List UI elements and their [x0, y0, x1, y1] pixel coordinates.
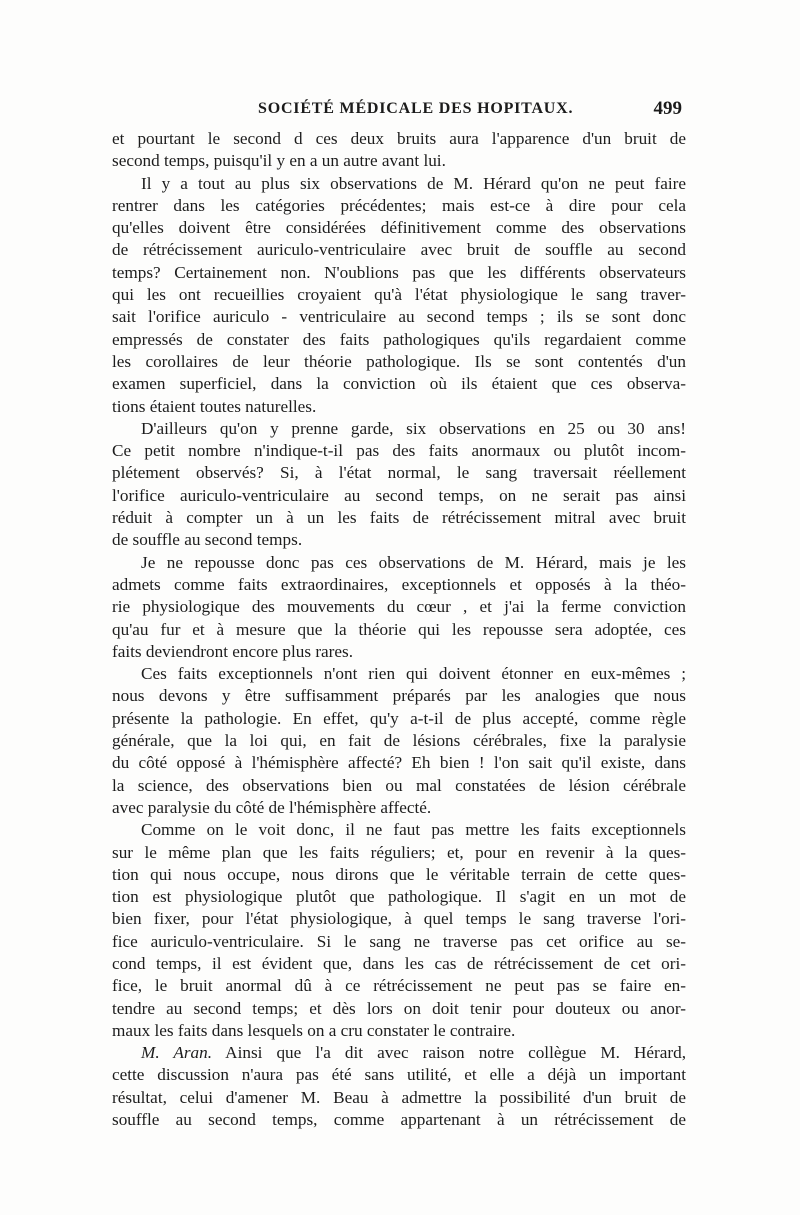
body-text — [112, 128, 686, 1131]
page-header — [112, 98, 686, 124]
text-line: de rétrécissement auriculo-ventriculaire avec bruit de souffle au second — [112, 240, 686, 260]
text-line: générale, que la loi qui, en fait de lésions cérébrales, fixe la paralysie — [112, 731, 686, 751]
text-line: rentrer dans les catégories précédentes; mais est-ce à dire pour cela — [112, 195, 686, 215]
text-line: la science, des observations bien ou mal constatées de lésion cérébrale — [112, 775, 686, 795]
text-line: bien fixer, pour l'état physiologique, à quel temps le sang traverse l'ori- — [112, 909, 686, 929]
text-line: sait l'orifice auriculo - ventriculaire au second temps ; ils se sont donc — [112, 307, 686, 327]
text-line: sur le même plan que les faits réguliers; et, pour en revenir à la ques- — [112, 842, 686, 862]
text-line: nous devons y être suffisamment préparés par les analogies que nous — [112, 686, 686, 706]
text-line: rie physiologique des mouvements du cœur , et j'ai la ferme conviction — [112, 597, 686, 617]
text-line: Comme on le voit donc, il ne faut pas mettre les faits exceptionnels — [141, 820, 686, 840]
text-line: cond temps, il est évident que, dans les cas de rétrécissement de cet ori- — [112, 953, 686, 973]
text-line: qu'elles doivent être considérées définitivement comme des observations — [112, 218, 686, 238]
text-line: admets comme faits extraordinaires, exceptionnels et opposés à la théo- — [112, 574, 686, 594]
text-line: faits deviendront encore plus rares. — [112, 641, 354, 661]
text-line: tion qui nous occupe, nous dirons que le véritable terrain de cette ques- — [112, 864, 686, 884]
text-line: du côté opposé à l'hémisphère affecté? Eh bien ! l'on sait qu'il existe, dans — [112, 753, 686, 773]
text-line: fice auriculo-ventriculaire. Si le sang ne traverse pas cet orifice au se- — [112, 931, 686, 951]
text-line: réduit à compter un à un les faits de rétrécissement mitral avec bruit — [112, 508, 686, 528]
text-line: tendre au second temps; et dès lors on doit tenir pour douteux ou anor- — [112, 998, 686, 1018]
text-line: Ces faits exceptionnels n'ont rien qui doivent étonner en eux-mêmes ; — [141, 664, 686, 684]
text-line: de souffle au second temps. — [112, 530, 303, 550]
text-line: examen superficiel, dans la conviction où ils étaient que ces observa- — [112, 374, 686, 394]
text-line: tions étaient toutes naturelles. — [112, 396, 317, 416]
text-line: résultat, celui d'amener M. Beau à admettre la possibilité d'un bruit de — [112, 1087, 686, 1107]
text-line: second temps, puisqu'il y en a un autre avant lui. — [112, 151, 446, 171]
text-line: avec paralysie du côté de l'hémisphère affecté. — [112, 797, 432, 817]
text-line: qu'au fur et à mesure que la théorie qui les repousse sera adoptée, ces — [112, 619, 686, 639]
text-line: Ce petit nombre n'indique-t-il pas des faits anormaux ou plutôt incom- — [112, 441, 686, 461]
paragraph — [112, 819, 686, 1042]
text-line: empressés de constater des faits pathologiques qu'ils regardaient comme — [112, 329, 686, 349]
text-line: Je ne repousse donc pas ces observations de M. Hérard, mais je les — [141, 552, 686, 572]
text-line: D'ailleurs qu'on y prenne garde, six observations en 25 ou 30 ans! — [141, 418, 686, 438]
speaker-name: M. Aran. — [141, 1043, 213, 1063]
running-title: SOCIÉTÉ MÉDICALE DES HOPITAUX. — [258, 100, 574, 117]
paragraph — [112, 418, 686, 552]
text-line: temps? Certainement non. N'oublions pas que les différents observateurs — [112, 262, 686, 282]
text-line: qui les ont recueillies croyaient qu'à l'état physiologique le sang traver- — [112, 285, 686, 305]
text-line: maux les faits dans lesquels on a cru constater le contraire. — [112, 1020, 516, 1040]
page-number: 499 — [653, 98, 682, 119]
text-line: Il y a tout au plus six observations de M. Hérard qu'on ne peut faire — [141, 173, 686, 193]
text-line-content: Ainsi que l'a dit avec raison notre collègue M. Hérard, — [225, 1043, 686, 1063]
paragraph — [112, 173, 686, 418]
text-line: souffle au second temps, comme appartenant à un rétrécissement de — [112, 1110, 686, 1130]
text-line: présente la pathologie. En effet, qu'y a-t-il de plus accepté, comme règle — [112, 708, 686, 728]
text-line: les corollaires de leur théorie pathologique. Ils se sont contentés d'un — [112, 351, 686, 371]
paragraph — [112, 552, 686, 663]
text-line: tion est physiologique plutôt que pathologique. Il s'agit en un mot de — [112, 887, 686, 907]
text-line: et pourtant le second d ces deux bruits aura l'apparence d'un bruit de — [112, 129, 686, 148]
text-line: l'orifice auriculo-ventriculaire au second temps, on ne serait pas ainsi — [112, 485, 686, 505]
text-line — [112, 1042, 686, 1064]
paragraph — [112, 128, 686, 173]
text-line: plétement observés? Si, à l'état normal, le sang traversait réellement — [112, 463, 686, 483]
paragraph — [112, 1042, 686, 1131]
paragraph — [112, 663, 686, 819]
text-line: fice, le bruit anormal dû à ce rétrécissement ne peut pas se faire en- — [112, 976, 686, 996]
text-line: cette discussion n'aura pas été sans utilité, et elle a déjà un important — [112, 1065, 686, 1085]
